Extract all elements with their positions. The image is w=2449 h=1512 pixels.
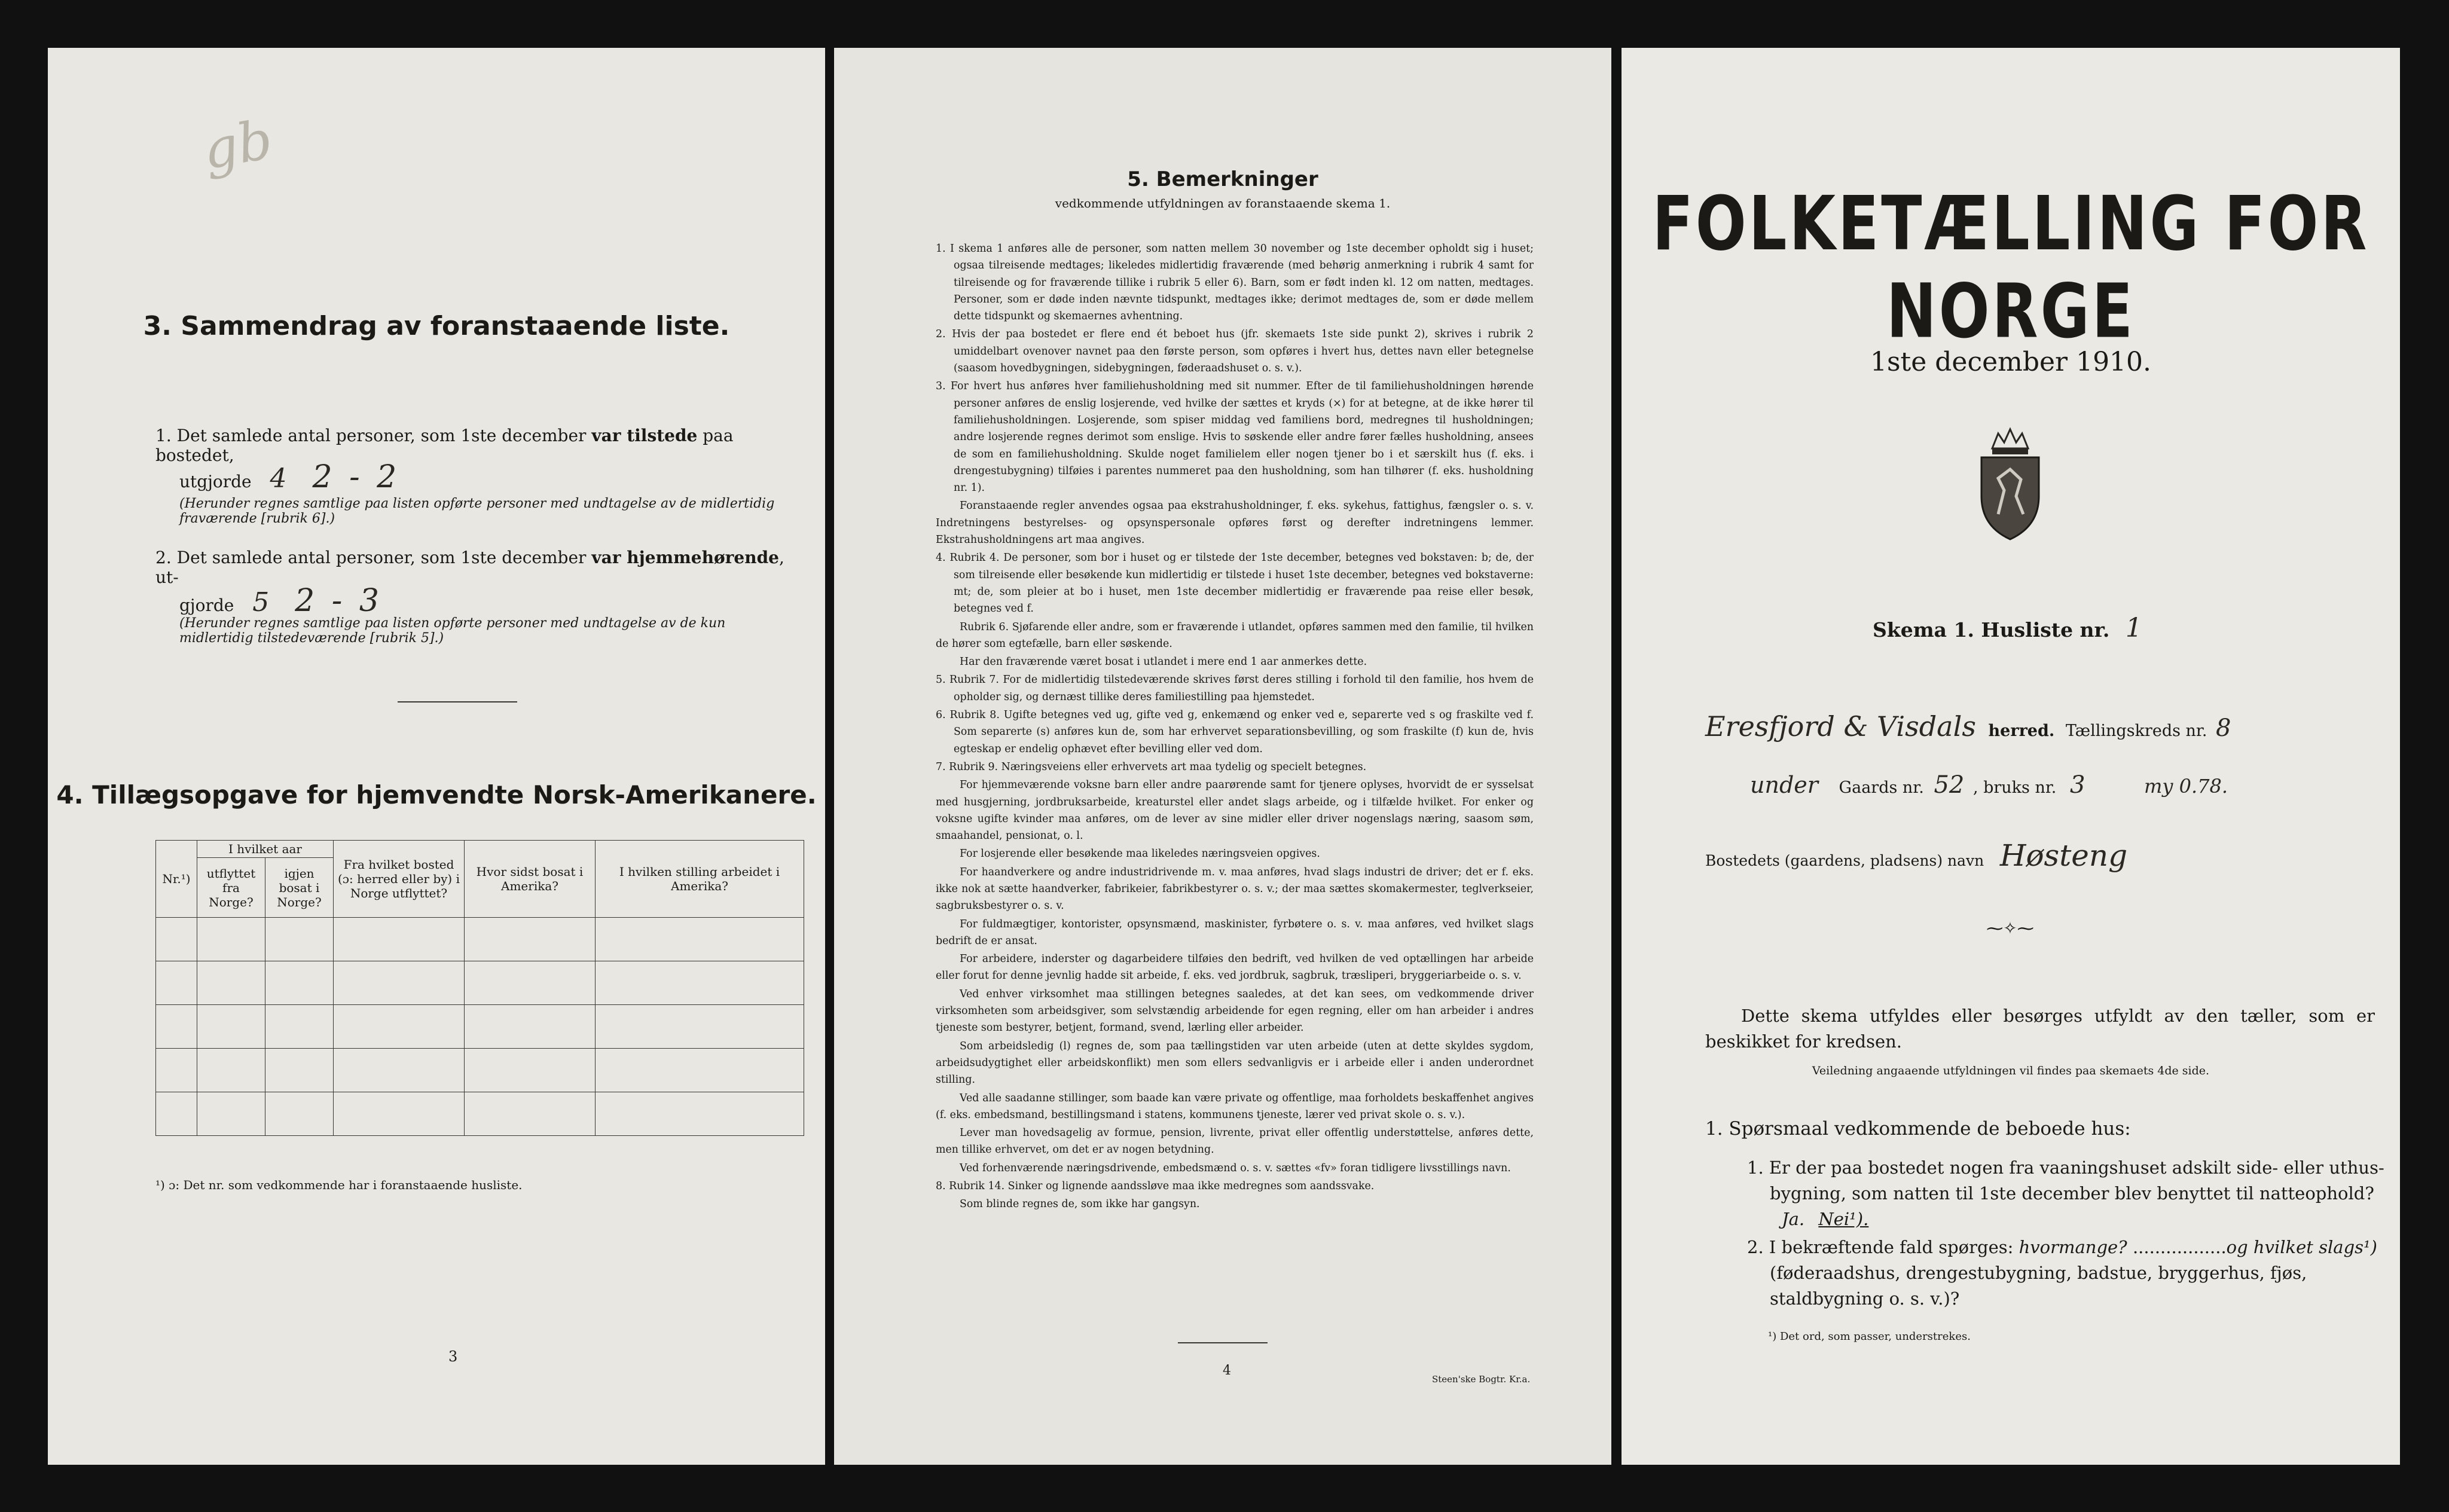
remark-3b: Foranstaaende regler anvendes ogsaa paa ekstrahusholdninger, f. eks. sykehus, fattighus, fængsler o. s. v. Indretningens bestyrelses- og opsynspersonale opføres først og derefter indretningens lemmer. Ekstrahusholdningens art maa angives. bbox=[936, 500, 1534, 546]
item2-split: 2 - 3 bbox=[295, 583, 383, 619]
page-number: 4 bbox=[1223, 1363, 1231, 1378]
section5-subtitle: vedkommende utfyldningen av foranstaaende skema 1. bbox=[1055, 196, 1391, 210]
col-bosted: Fra hvilket bosted (ɔ: herred eller by) i Norge utflyttet? bbox=[334, 841, 465, 918]
remark-7c: For losjerende eller besøkende maa likeledes næringsveien opgives. bbox=[960, 848, 1320, 860]
q1-answer-nei: Nei¹). bbox=[1818, 1209, 1869, 1229]
remarks-list bbox=[936, 240, 1534, 1214]
section4-title: 4. Tillægsopgave for hjemvendte Norsk-Amerikanere. bbox=[56, 780, 817, 810]
item1-split: 2 - 2 bbox=[312, 459, 401, 495]
col-stilling: I hvilken stilling arbeidet i Amerika? bbox=[596, 841, 804, 918]
main-title: FOLKETÆLLING FOR NORGE bbox=[1652, 179, 2369, 355]
remark-7: 7. Rubrik 9. Næringsveiens eller erhvervets art maa tydelig og specielt betegnes. bbox=[936, 760, 1367, 773]
question-2: 2. I bekræftende fald spørges: hvormange? .................og hvilket slags¹) (føderaadshus, drengestubygning, badstue, bryggerhus, fjøs, staldbygning o. s. v.)? bbox=[1747, 1237, 2377, 1309]
right-page bbox=[1622, 48, 2400, 1465]
item1-value: 4 bbox=[270, 463, 287, 494]
remark-4b: Rubrik 6. Sjøfarende eller andre, som er fraværende i utlandet, opføres sammen med den familie, til hvilken de hører som egtefælle, barn eller søskende. bbox=[936, 621, 1534, 650]
intro-note: Veiledning angaaende utfyldningen vil findes paa skemaets 4de side. bbox=[1812, 1064, 2210, 1077]
remark-4: 4. Rubrik 4. De personer, som bor i huset og er tilstede der 1ste december, betegnes ved bokstaven: b; de, der som tilreisende eller besøkende kun midlertidig er tilstede i huset 1ste december, betegnes ved bokstaverne: mt; de, som pleier at bo i huset, men 1ste december midlertidig er fraværende paa reise eller besøk, betegnes ved f. bbox=[936, 552, 1534, 615]
col-sidst: Hvor sidst bosat i Amerika? bbox=[465, 841, 596, 918]
table-row bbox=[156, 918, 804, 961]
divider bbox=[398, 701, 517, 702]
middle-page bbox=[834, 48, 1611, 1465]
bruks-value: 3 bbox=[2070, 771, 2085, 799]
divider bbox=[1178, 1342, 1268, 1343]
husliste-nr: 1 bbox=[2125, 613, 2142, 643]
item1-answer: utgjorde 4 2 - 2 bbox=[179, 459, 401, 495]
col-bosat: igjen bosat i Norge? bbox=[265, 858, 334, 918]
remark-8b: Som blinde regnes de, som ikke har gangsyn. bbox=[960, 1198, 1200, 1211]
question-1: 1. Er der paa bostedet nogen fra vaaningshuset adskilt side- eller uthus-bygning, som natten til 1ste december blev benyttet til natteophold? Ja. Nei¹). bbox=[1747, 1157, 2384, 1229]
col-nr: Nr.¹) bbox=[156, 841, 197, 918]
table-row bbox=[156, 1049, 804, 1092]
norsk-amerikanere-table bbox=[155, 840, 804, 1136]
remark-7i: Ved alle saadanne stillinger, som baade kan være private og offentlige, maa forholdets beskaffenhet angives (f. eks. embedsmand, bestillingsmand i statens, kommunens tjeneste, lærer ved privat skole o. s. v.). bbox=[936, 1092, 1534, 1121]
ornament-icon: ⁓✧⁓ bbox=[1986, 918, 2034, 938]
remark-8: 8. Rubrik 14. Sinker og lignende aandssløve maa ikke medregnes som aandssvake. bbox=[936, 1180, 1375, 1193]
table-row bbox=[156, 1005, 804, 1049]
census-date: 1ste december 1910. bbox=[1870, 347, 2152, 377]
bosted-line: Bostedets (gaardens, pladsens) navn Høsteng bbox=[1705, 838, 2128, 873]
question-heading: 1. Spørsmaal vedkommende de beboede hus: bbox=[1705, 1118, 2131, 1140]
printer-mark: Steen'ske Bogtr. Kr.a. bbox=[1432, 1374, 1531, 1385]
intro-text: Dette skema utfyldes eller besørges utfyldt av den tæller, som er beskikket for kredsen. bbox=[1705, 1006, 2375, 1052]
table-footnote: ¹) ɔ: Det nr. som vedkommende har i foranstaaende husliste. bbox=[155, 1178, 523, 1192]
coat-of-arms-icon bbox=[1968, 424, 2052, 544]
col-group: I hvilket aar bbox=[197, 841, 334, 858]
remark-7f: For arbeidere, inderster og dagarbeidere tilføies den bedrift, ved hvilken de ved optællingen har arbeide eller forut for denne jevnlig hadde sit arbeide, f. eks. ved jordbruk, sagbruk, træsliperi, bryggeriarbeide o. s. v. bbox=[936, 953, 1534, 982]
remark-7d: For haandverkere og andre industridrivende m. v. maa anføres, hvad slags industri de driver; det er f. eks. ikke nok at sætte haandverker, fabrikeier, fabrikbestyrer o. s. v.; der maa sættes skomakermester, teglverkseier, sagbruksbestyrer o. s. v. bbox=[936, 866, 1534, 912]
herred-value: Eresfjord & Visdals bbox=[1705, 710, 1976, 743]
right-footnote: ¹) Det ord, som passer, understrekes. bbox=[1768, 1330, 1971, 1343]
item2-text: 2. Det samlede antal personer, som 1ste december var hjemmehørende, ut- bbox=[155, 548, 784, 587]
item1-text: 1. Det samlede antal personer, som 1ste december var tilstede paa bostedet, bbox=[155, 426, 734, 465]
remark-7j: Lever man hovedsagelig av formue, pension, livrente, privat eller offentlig understøttelse, anføres dette, men tillike erhvervet, om det er av nogen betydning. bbox=[936, 1127, 1534, 1156]
gaard-line: under Gaards nr. 52 , bruks nr. 3 my 0.78. bbox=[1750, 771, 2228, 799]
skema-line: Skema 1. Husliste nr. 1 bbox=[1873, 613, 2142, 643]
remark-7g: Ved enhver virksomhet maa stillingen betegnes saaledes, at det kan sees, om vedkommende driver virksomheten som arbeidsgiver, som selvstændig arbeidende for egen regning, eller om han arbeider i andres tjeneste som bestyrer, betjent, formand, svend, lærling eller arbeider. bbox=[936, 988, 1534, 1034]
table-row bbox=[156, 961, 804, 1005]
item2-note: (Herunder regnes samtlige paa listen opførte personer med undtagelse av de kun midlertidig tilstedeværende [rubrik 5].) bbox=[179, 616, 726, 646]
remark-7e: For fuldmægtiger, kontorister, opsynsmænd, maskinister, fyrbøtere o. s. v. maa anføres, ved hvilket slags bedrift de er ansat. bbox=[936, 918, 1534, 947]
item1-note: (Herunder regnes samtlige paa listen opførte personer med undtagelse av de midlertidig fraværende [rubrik 6].) bbox=[179, 496, 775, 526]
col-utflyttet: utflyttet fra Norge? bbox=[197, 858, 265, 918]
remark-2: 2. Hvis der paa bostedet er flere end ét beboet hus (jfr. skemaets 1ste side punkt 2), skrives i rubrik 2 umiddelbart ovenover navnet paa den første person, som opføres i hvert hus, dettes navn eller betegnelse (saasom hovedbygningen, sidebygningen, føderaadshuset o. s. v.). bbox=[936, 328, 1534, 375]
remark-6: 6. Rubrik 8. Ugifte betegnes ved ug, gifte ved g, enkemænd og enker ved e, separerte ved s og fraskilte ved f. Som separerte (s) anføres kun de, som har erhvervet separationsbevilling, og som fraskilte (f) kun de, hvis egteskap er endelig ophævet efter bevilling eller ved dom. bbox=[936, 709, 1534, 755]
section3-title: 3. Sammendrag av foranstaaende liste. bbox=[143, 311, 730, 341]
remark-1: 1. I skema 1 anføres alle de personer, som natten mellem 30 november og 1ste december opholdt sig i huset; ogsaa tilreisende medtages; likeledes midlertidig fraværende (med behørig anmerkning i rubrik 4 samt for tilreisende og for fraværende tillike i rubrik 5 eller 6). Barn, som er født inden kl. 12 om natten, medtages. Personer, som er døde inden nævnte tidspunkt, medtages ikke; derimot medtages de, som er døde mellem dette tidspunkt og skemaernes avhentning. bbox=[936, 243, 1534, 323]
bosted-value: Høsteng bbox=[1999, 838, 2128, 873]
item2-value: 5 bbox=[252, 587, 270, 618]
gaards-value: 52 bbox=[1934, 771, 1965, 799]
table-row bbox=[156, 1092, 804, 1136]
section5-title: 5. Bemerkninger bbox=[1127, 167, 1318, 191]
remark-7h: Som arbeidsledig (l) regnes de, som paa tællingstiden var uten arbeide (uten at dette skyldes sygdom, arbeidsudygtighet eller arbeidskonflikt) men som ellers sedvanligvis er i arbeide eller i anden underordnet stilling. bbox=[936, 1040, 1534, 1086]
left-page bbox=[48, 48, 825, 1465]
matr-value: my 0.78. bbox=[2144, 775, 2228, 798]
item2-answer: gjorde 5 2 - 3 bbox=[179, 583, 383, 619]
page-number: 3 bbox=[448, 1348, 458, 1365]
remark-4c: Har den fraværende været bosat i utlandet i mere end 1 aar anmerkes dette. bbox=[960, 656, 1367, 668]
remark-7k: Ved forhenværende næringsdrivende, embedsmænd o. s. v. sættes «fv» foran tidligere livsstillings navn. bbox=[960, 1162, 1511, 1174]
kreds-value: 8 bbox=[2216, 714, 2231, 742]
herred-line: Eresfjord & Visdals herred. Tællingskreds nr. 8 bbox=[1705, 710, 2231, 743]
remark-7b: For hjemmeværende voksne barn eller andre paarørende samt for tjenere oplyses, hvorvidt de er sysselsat med husgjerning, jordbruksarbeide, kreaturstel eller andet slags arbeide, og i tilfælde hvilket. For enker og voksne ugifte kvinder maa anføres, om de lever av sine midler eller driver nogenslags næring, saasom søm, smaahandel, pensionat, o. l. bbox=[936, 779, 1534, 842]
remark-3: 3. For hvert hus anføres hver familiehusholdning med sit nummer. Efter de til familiehusholdningen hørende personer anføres de enslig losjerende, ved hvilke der sættes et kryds (×) for at betegne, at de ikke hører til familiehusholdningen. Losjerende, som spiser middag ved familiens bord, medregnes til husholdningen; andre losjerende regnes derimot som enslige. Hvis to søskende eller andre fører fælles husholdning, ansees de som en familiehusholdning. Skulde noget familielem eller nogen tjener bo i et særskilt hus (f. eks. i drengestubygning) tilføies i parentes nummeret paa den husholdning, som han tilhører (f. eks. husholdning nr. 1). bbox=[936, 380, 1534, 494]
remark-5: 5. Rubrik 7. For de midlertidig tilstedeværende skrives først deres stilling i forhold til den familie, hos hvem de opholder sig, og dernæst tillike deres familiestilling paa hjemstedet. bbox=[936, 674, 1534, 703]
pencil-mark: gb bbox=[198, 108, 277, 182]
